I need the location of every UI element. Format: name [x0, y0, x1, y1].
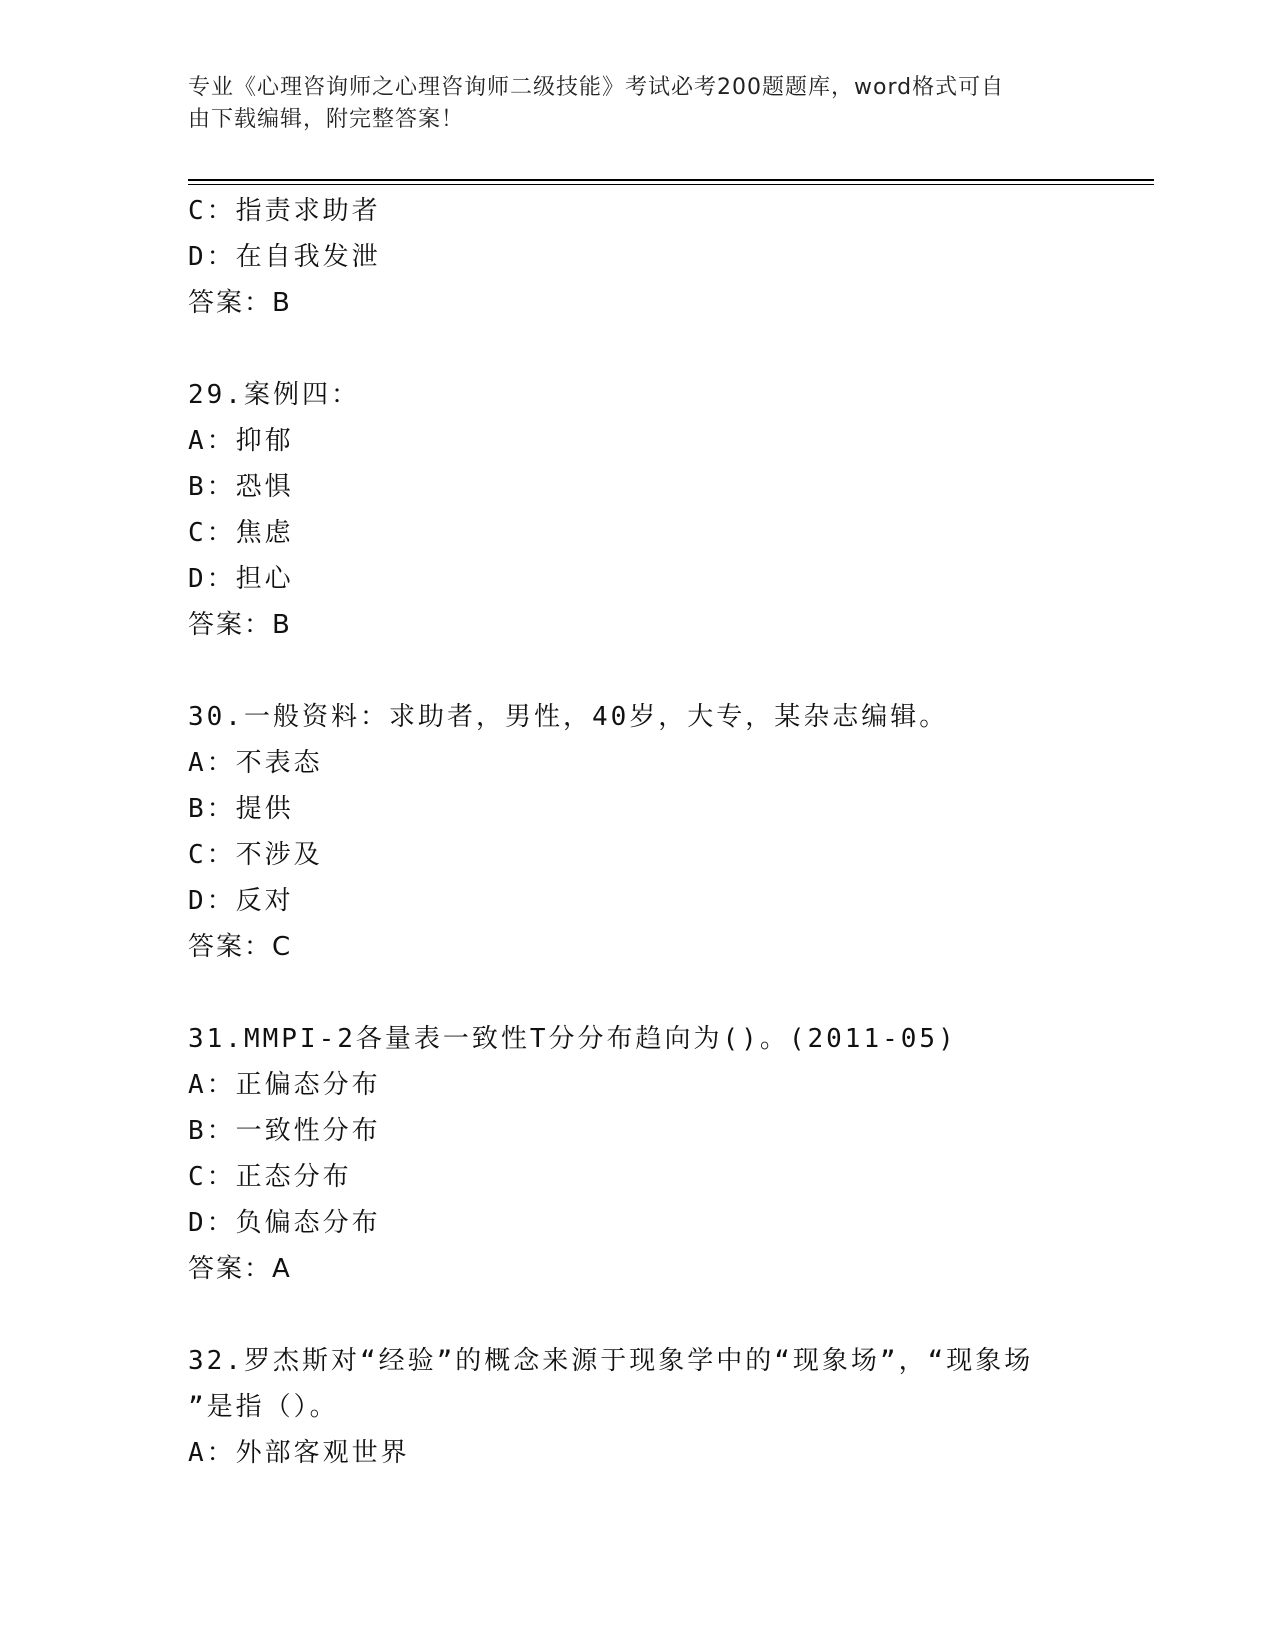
option-c: C：不涉及 — [188, 840, 323, 870]
question-block-previous — [188, 188, 1154, 326]
answer-label: 答案：A — [188, 1254, 292, 1284]
option-a: A：不表态 — [188, 748, 323, 778]
option-a: A：外部客观世界 — [188, 1438, 410, 1468]
question-block-31 — [188, 1016, 1154, 1292]
answer-label: 答案：B — [188, 288, 292, 318]
header-rule-thin — [188, 184, 1154, 185]
spacer — [188, 970, 1154, 1016]
option-a: A：抑郁 — [188, 426, 294, 456]
option-a: A：正偏态分布 — [188, 1070, 381, 1100]
question-list — [188, 188, 1154, 1476]
option-d: D：担心 — [188, 564, 294, 594]
question-stem-continued: ”是指（）。 — [188, 1392, 339, 1422]
spacer — [188, 326, 1154, 372]
question-stem: 30.一般资料：求助者，男性，40岁，大专，某杂志编辑。 — [188, 702, 949, 732]
option-c: C：指责求助者 — [188, 196, 381, 226]
option-b: B：恐惧 — [188, 472, 294, 502]
option-b: B：一致性分布 — [188, 1116, 381, 1146]
option-d: D：负偏态分布 — [188, 1208, 381, 1238]
option-d: D：反对 — [188, 886, 294, 916]
document-header — [188, 72, 1068, 136]
question-stem: 29.案例四： — [188, 380, 360, 410]
question-stem: 31.MMPI-2各量表一致性T分分布趋向为()。(2011-05) — [188, 1024, 957, 1054]
option-c: C：正态分布 — [188, 1162, 352, 1192]
spacer — [188, 1292, 1154, 1338]
spacer — [188, 648, 1154, 694]
question-stem: 32.罗杰斯对“经验”的概念来源于现象学中的“现象场”，“现象场 — [188, 1346, 1034, 1376]
header-line-1: 专业《心理咨询师之心理咨询师二级技能》考试必考200题题库，word格式可自 — [188, 75, 1005, 100]
header-rule-thick — [188, 179, 1154, 181]
option-d: D：在自我发泄 — [188, 242, 381, 272]
answer-label: 答案：B — [188, 610, 292, 640]
header-line-2: 由下载编辑，附完整答案！ — [188, 107, 465, 132]
question-block-29 — [188, 372, 1154, 648]
question-block-32 — [188, 1338, 1154, 1476]
question-block-30 — [188, 694, 1154, 970]
option-b: B：提供 — [188, 794, 294, 824]
answer-label: 答案：C — [188, 932, 293, 962]
option-c: C：焦虑 — [188, 518, 294, 548]
